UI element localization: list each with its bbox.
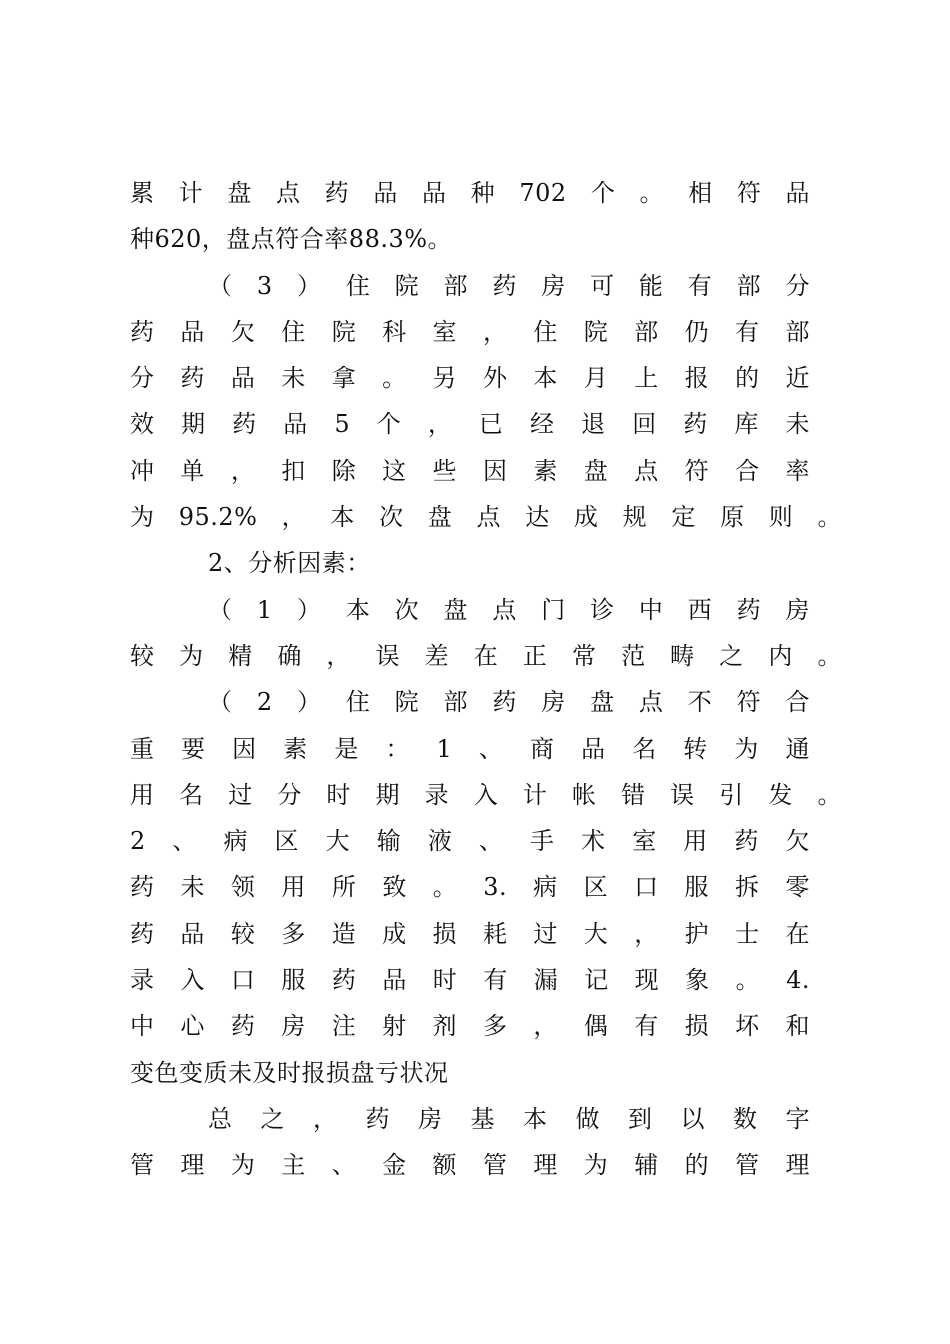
text-line: （1）本次盘点门诊中西药房 bbox=[208, 595, 810, 624]
text-line: 为95.2%，本次盘点达成规定原则。 bbox=[130, 503, 842, 532]
text-line: 2、分析因素： bbox=[208, 549, 371, 578]
text-line: 录入口服药品时有漏记现象。4. bbox=[130, 966, 810, 995]
text-line: 药品欠住院科室，住院部仍有部 bbox=[130, 317, 810, 346]
text-line: 重要因素是：1、商品名转为通 bbox=[130, 734, 810, 763]
text-line: 用名过分时期录入计帐错误引发。 bbox=[130, 780, 842, 809]
text-line: 2、病区大输液、手术室用药欠 bbox=[130, 827, 810, 856]
text-line: 变色变质未及时报损盘亏状况 bbox=[130, 1058, 449, 1087]
text-line: 累计盘点药品品种702个。相符品 bbox=[130, 179, 810, 207]
body-text bbox=[130, 170, 842, 1189]
text-line: （3）住院部药房可能有部分 bbox=[208, 271, 810, 300]
text-line: 分药品未拿。另外本月上报的近 bbox=[130, 364, 810, 393]
text-line: 管理为主、金额管理为辅的管理 bbox=[130, 1151, 810, 1180]
text-line: 较为精确，误差在正常范畴之内。 bbox=[130, 641, 842, 670]
text-line: 冲单，扣除这些因素盘点符合率 bbox=[130, 456, 810, 485]
text-line: 药未领用所致。3.病区口服拆零 bbox=[130, 873, 810, 902]
text-line: 总之，药房基本做到以数字 bbox=[208, 1104, 810, 1133]
text-line: 药品较多造成损耗过大，护士在 bbox=[130, 919, 810, 948]
text-line: 中心药房注射剂多，偶有损坏和 bbox=[130, 1012, 810, 1041]
text-line: （2）住院部药房盘点不符合 bbox=[208, 688, 810, 717]
text-line: 种620，盘点符合率88.3%。 bbox=[130, 225, 453, 254]
text-line: 效期药品5个，已经退回药库未 bbox=[130, 410, 810, 439]
